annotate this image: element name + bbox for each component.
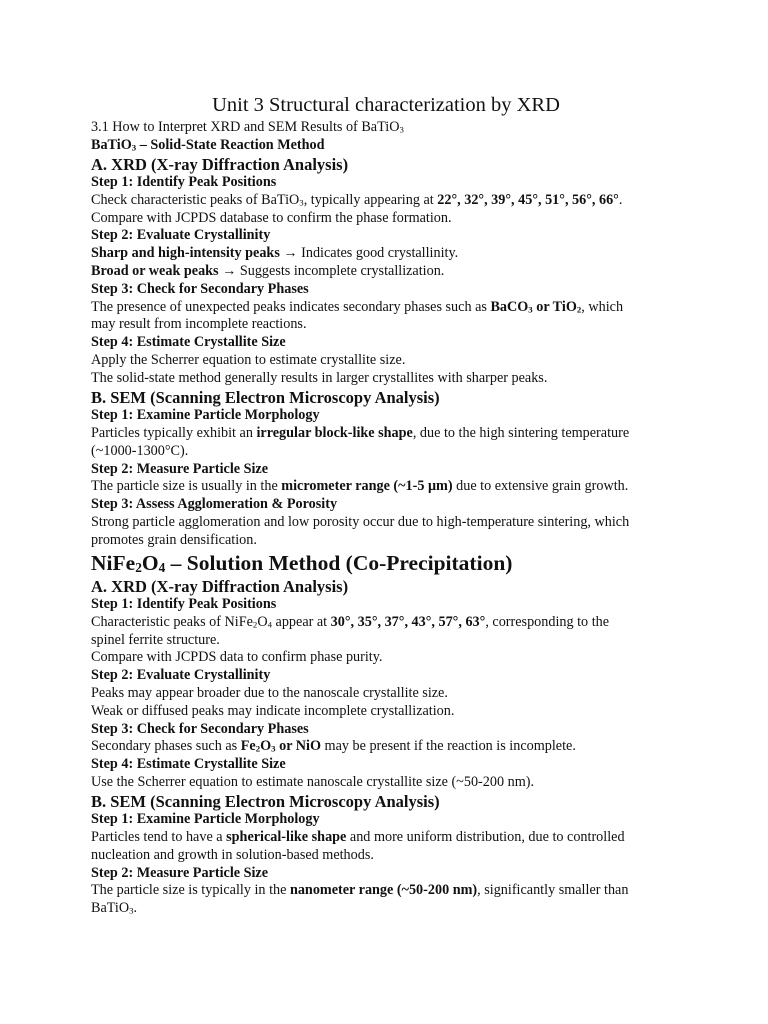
step-heading	[91, 811, 681, 829]
subscript-text: 4	[158, 559, 166, 575]
body-text	[91, 210, 681, 228]
text-run: spherical-like shape	[226, 829, 347, 846]
text-run: Step 1: Identify Peak Positions	[91, 596, 277, 613]
text-run: Step 1: Identify Peak Positions	[91, 174, 277, 191]
text-run: may be present if the reaction is incomplete.	[321, 738, 576, 755]
step-heading	[91, 865, 681, 883]
text-run: 22°, 32°, 39°, 45°, 51°, 56°, 66°	[437, 191, 619, 208]
text-run: or NiO	[275, 738, 321, 755]
step-heading	[91, 461, 681, 479]
section-heading	[91, 388, 681, 408]
text-run: Secondary phases such as	[91, 738, 241, 755]
body-text	[91, 532, 681, 550]
text-run: Particles tend to have a	[91, 829, 227, 846]
text-run: Step 2: Evaluate Crystallinity	[91, 667, 271, 684]
body-text	[91, 443, 681, 461]
section-heading	[91, 792, 681, 812]
text-run: Step 3: Assess Agglomeration & Porosity	[91, 496, 338, 513]
text-run: may result from incomplete reactions.	[91, 316, 307, 333]
text-run: A. XRD (X-ray Diffraction Analysis)	[91, 576, 349, 596]
text-run: O	[260, 738, 272, 755]
body-text	[91, 703, 681, 721]
body-text	[91, 829, 681, 847]
step-heading	[91, 596, 681, 614]
text-run: The particle size is usually in the	[91, 478, 282, 495]
text-run: (~1000-1300°C).	[91, 442, 189, 459]
text-run: Apply the Scherrer equation to estimate crystallite size.	[91, 352, 406, 369]
subscript-text: 4	[267, 619, 272, 630]
method-heading	[91, 137, 681, 155]
text-run: Broad or weak peaks	[91, 263, 219, 280]
step-heading	[91, 756, 681, 774]
step-heading	[91, 334, 681, 352]
step-heading	[91, 407, 681, 425]
body-text	[91, 245, 681, 263]
text-run: Step 2: Measure Particle Size	[91, 460, 269, 477]
text-run: nanometer range (~50-200 nm)	[289, 882, 478, 899]
document-page	[91, 93, 681, 918]
text-run: B. SEM (Scanning Electron Microscopy Analysis)	[91, 791, 440, 811]
step-heading	[91, 667, 681, 685]
body-text	[91, 316, 681, 334]
text-run: Use the Scherrer equation to estimate nanoscale crystallite size (~50-200 nm).	[91, 774, 534, 790]
text-run: BaTiO	[91, 900, 130, 917]
step-heading	[91, 281, 681, 299]
text-run: NiFe	[91, 550, 136, 575]
text-run: Step 4: Estimate Crystallite Size	[91, 334, 286, 351]
text-run: – Solid-State Reaction Method	[136, 136, 325, 153]
text-run: Step 3: Check for Secondary Phases	[91, 720, 309, 737]
text-run: Step 1: Examine Particle Morphology	[91, 811, 320, 828]
text-run: , corresponding to the	[485, 613, 610, 630]
text-run: BaCO	[490, 298, 529, 315]
text-run: → Indicates good crystallinity.	[279, 245, 459, 262]
text-run: 3.1 How to Interpret XRD and SEM Results of BaTiO	[91, 119, 400, 135]
text-run: Strong particle agglomeration and low porosity occur due to high-temperature sintering, which	[91, 513, 630, 530]
section-heading	[91, 155, 681, 175]
text-run: Step 2: Evaluate Crystallinity	[91, 227, 271, 244]
text-run: A. XRD (X-ray Diffraction Analysis)	[91, 154, 349, 174]
text-run: Sharp and high-intensity peaks	[91, 245, 280, 262]
body-text	[91, 478, 681, 496]
text-run: The particle size is typically in the	[91, 882, 290, 899]
step-heading	[91, 174, 681, 192]
text-run: → Suggests incomplete crystallization.	[218, 263, 445, 280]
subscript-text: 3	[399, 124, 404, 135]
text-run: appear at	[271, 613, 331, 630]
text-run: and more uniform distribution, due to controlled	[346, 829, 625, 846]
text-run: B. SEM (Scanning Electron Microscopy Analysis)	[91, 387, 440, 407]
section-subtitle	[91, 119, 681, 137]
subscript-text: 3	[271, 743, 276, 754]
document-body	[91, 119, 681, 918]
text-run: Characteristic peaks of NiFe	[91, 613, 253, 630]
text-run: micrometer range (~1-5 μm)	[281, 478, 453, 495]
subscript-text: 2	[255, 743, 261, 754]
text-run: or TiO	[532, 298, 577, 315]
text-run: Particles typically exhibit an	[91, 424, 257, 441]
text-run: The solid-state method generally results in larger crystallites with sharper peaks.	[91, 369, 548, 386]
text-run: .	[618, 191, 623, 208]
text-run: , due to the high sintering temperature	[412, 424, 630, 441]
text-run: , typically appearing at	[303, 191, 438, 208]
text-run: promotes grain densification.	[91, 531, 257, 548]
step-heading	[91, 227, 681, 245]
text-run: BaTiO	[91, 136, 132, 153]
method-heading	[91, 550, 681, 577]
text-run: Step 2: Measure Particle Size	[91, 864, 269, 881]
body-text	[91, 774, 681, 792]
body-text	[91, 847, 681, 865]
text-run: , which	[581, 298, 624, 315]
text-run: – Solution Method (Co-Precipitation)	[165, 550, 513, 575]
text-run: irregular block-like shape	[256, 424, 413, 441]
subscript-text: 3	[299, 197, 304, 208]
body-text	[91, 614, 681, 632]
subscript-text: 2	[576, 303, 582, 314]
body-text	[91, 514, 681, 532]
body-text	[91, 738, 681, 756]
text-run: 30°, 35°, 37°, 43°, 57°, 63°	[330, 613, 486, 630]
body-text	[91, 685, 681, 703]
body-text	[91, 299, 681, 317]
body-text	[91, 263, 681, 281]
subscript-text: 2	[252, 619, 258, 630]
text-run: Check characteristic peaks of BaTiO	[91, 191, 300, 208]
text-run: spinel ferrite structure.	[91, 631, 220, 648]
text-run: Step 4: Estimate Crystallite Size	[91, 756, 286, 773]
body-text	[91, 425, 681, 443]
text-run: Compare with JCPDS database to confirm the phase formation.	[91, 209, 452, 226]
text-run: Compare with JCPDS data to confirm phase purity.	[91, 649, 383, 666]
section-heading	[91, 577, 681, 597]
text-run: Peaks may appear broader due to the nanoscale crystallite size.	[91, 685, 448, 702]
text-run: nucleation and growth in solution-based methods.	[91, 846, 374, 863]
body-text	[91, 882, 681, 900]
step-heading	[91, 721, 681, 739]
text-run: O	[141, 550, 159, 575]
text-run: O	[257, 613, 268, 630]
body-text	[91, 192, 681, 210]
subscript-text: 3	[129, 905, 134, 916]
document-title: Unit 3 Structural characterization by XRD	[212, 94, 560, 116]
text-run: The presence of unexpected peaks indicates secondary phases such as	[91, 298, 491, 315]
body-text	[91, 900, 681, 918]
body-text	[91, 632, 681, 650]
text-run: Step 3: Check for Secondary Phases	[91, 280, 309, 297]
body-text	[91, 352, 681, 370]
text-run: , significantly smaller than	[477, 882, 629, 899]
text-run: Fe	[240, 738, 256, 755]
text-run: Weak or diffused peaks may indicate incomplete crystallization.	[91, 702, 455, 719]
text-run: Step 1: Examine Particle Morphology	[91, 407, 320, 424]
body-text	[91, 649, 681, 667]
subscript-text: 3	[528, 303, 533, 314]
text-run: due to extensive grain growth.	[452, 478, 629, 495]
subscript-text: 3	[131, 142, 137, 153]
text-run: .	[133, 900, 138, 917]
step-heading	[91, 496, 681, 514]
body-text	[91, 370, 681, 388]
subscript-text: 2	[135, 559, 142, 575]
